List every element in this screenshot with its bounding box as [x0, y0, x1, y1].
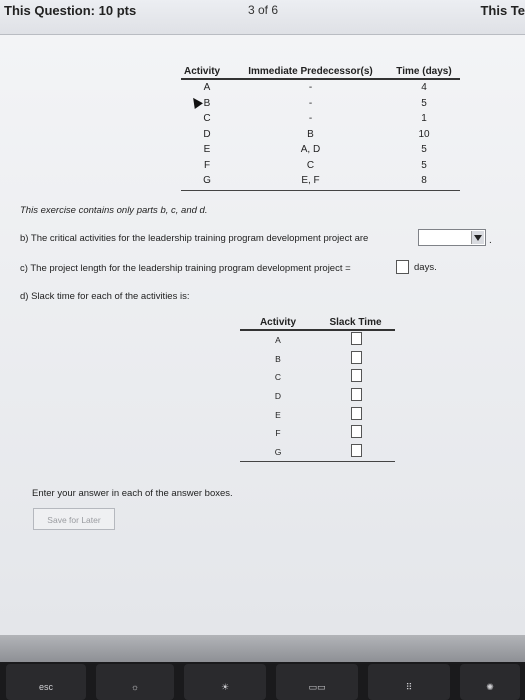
predecessor-cell: A, D: [300, 144, 321, 156]
slack-activity-label: A: [275, 335, 281, 346]
table-row: [240, 368, 395, 387]
table-row: [240, 443, 395, 462]
table-row: [240, 405, 395, 424]
keyboard-light-key[interactable]: [460, 664, 520, 700]
time-cell: 1: [421, 113, 427, 125]
activity-cell: B: [203, 97, 211, 109]
time-cell: 5: [421, 97, 427, 109]
brightness-down-key[interactable]: [96, 664, 174, 700]
slack-input-f[interactable]: [351, 425, 362, 438]
table-bottom-rule: [240, 461, 395, 462]
part-c-text: c) The project length for the leadership training program development project =: [20, 263, 351, 274]
save-for-later-button[interactable]: Save for Later: [33, 508, 115, 530]
table-row: [181, 96, 460, 112]
brightness-down-icon: ☼: [130, 682, 140, 692]
table-row: [240, 387, 395, 406]
slack-table-header: [240, 314, 395, 331]
slack-input-e[interactable]: [351, 407, 362, 420]
predecessor-cell: E, F: [301, 175, 320, 187]
mission-control-icon: ▭▭: [308, 682, 326, 692]
header-predecessors: Immediate Predecessor(s): [248, 66, 373, 77]
dropdown-arrow-icon[interactable]: [471, 231, 484, 244]
brightness-up-key[interactable]: [184, 664, 266, 700]
table-row: [240, 331, 395, 350]
header-activity: Activity: [259, 317, 297, 328]
table-row: [181, 111, 460, 127]
slack-activity-label: E: [275, 409, 281, 420]
activity-cell: G: [203, 175, 211, 187]
table-row: [181, 173, 460, 189]
predecessor-cell: -: [308, 82, 313, 94]
page-indicator: 3 of 6: [248, 3, 279, 17]
activity-cell: C: [203, 113, 211, 125]
activity-table: [181, 61, 460, 191]
slack-activity-label: G: [274, 446, 282, 457]
activity-cell: F: [203, 159, 211, 171]
question-content: [0, 35, 525, 635]
monitor-bezel: [0, 635, 525, 662]
question-points-label: This Question: 10 pts: [4, 3, 137, 18]
predecessor-cell: -: [308, 97, 313, 109]
slack-input-a[interactable]: [351, 332, 362, 345]
time-cell: 5: [421, 144, 427, 156]
table-bottom-rule: [181, 190, 460, 191]
activity-table-header: [181, 61, 460, 80]
table-row: [240, 350, 395, 369]
table-row: [181, 127, 460, 143]
points-value: 10 pts: [98, 3, 137, 18]
intro-text: This exercise contains only parts b, c, and d.: [20, 205, 208, 216]
time-cell: 5: [421, 159, 427, 171]
slack-activity-label: B: [275, 353, 281, 364]
part-b-period: .: [489, 235, 492, 246]
brightness-up-icon: ☀: [220, 682, 230, 692]
slack-activity-label: F: [275, 428, 281, 439]
table-row: [240, 424, 395, 443]
this-test-label: This Te: [480, 3, 525, 18]
activity-cell: E: [203, 144, 211, 156]
table-row: [181, 158, 460, 174]
header-time: Time (days): [396, 66, 452, 77]
mission-control-key[interactable]: [276, 664, 358, 700]
time-cell: 10: [418, 128, 430, 140]
launchpad-icon: ⠿: [405, 682, 413, 692]
top-bar: [0, 0, 525, 35]
slack-input-c[interactable]: [351, 369, 362, 382]
activity-cell: A: [203, 82, 211, 94]
time-cell: 4: [421, 82, 427, 94]
slack-input-b[interactable]: [351, 351, 362, 364]
launchpad-key[interactable]: [368, 664, 450, 700]
slack-activity-label: C: [274, 372, 282, 383]
predecessor-cell: B: [307, 128, 314, 140]
slack-input-g[interactable]: [351, 444, 362, 457]
part-b-text: b) The critical activities for the leadership training program development project are: [20, 233, 369, 244]
table-row: [181, 142, 460, 158]
predecessor-cell: -: [308, 113, 313, 125]
predecessor-cell: C: [306, 159, 315, 171]
activity-cell: D: [203, 128, 211, 140]
instructions-text: Enter your answer in each of the answer boxes.: [32, 488, 233, 499]
header-activity: Activity: [184, 66, 221, 77]
table-row: [181, 80, 460, 96]
keyboard-light-icon: ✺: [486, 682, 494, 692]
project-length-input[interactable]: [396, 260, 409, 274]
esc-key[interactable]: esc: [6, 664, 86, 700]
slack-input-d[interactable]: [351, 388, 362, 401]
part-d-text: d) Slack time for each of the activities is:: [20, 291, 190, 302]
days-unit-label: days.: [414, 262, 437, 273]
header-slack-time: Slack Time: [329, 317, 382, 328]
slack-time-table: [240, 314, 395, 462]
time-cell: 8: [421, 175, 427, 187]
critical-activities-dropdown[interactable]: [418, 229, 486, 246]
slack-activity-label: D: [274, 391, 282, 402]
